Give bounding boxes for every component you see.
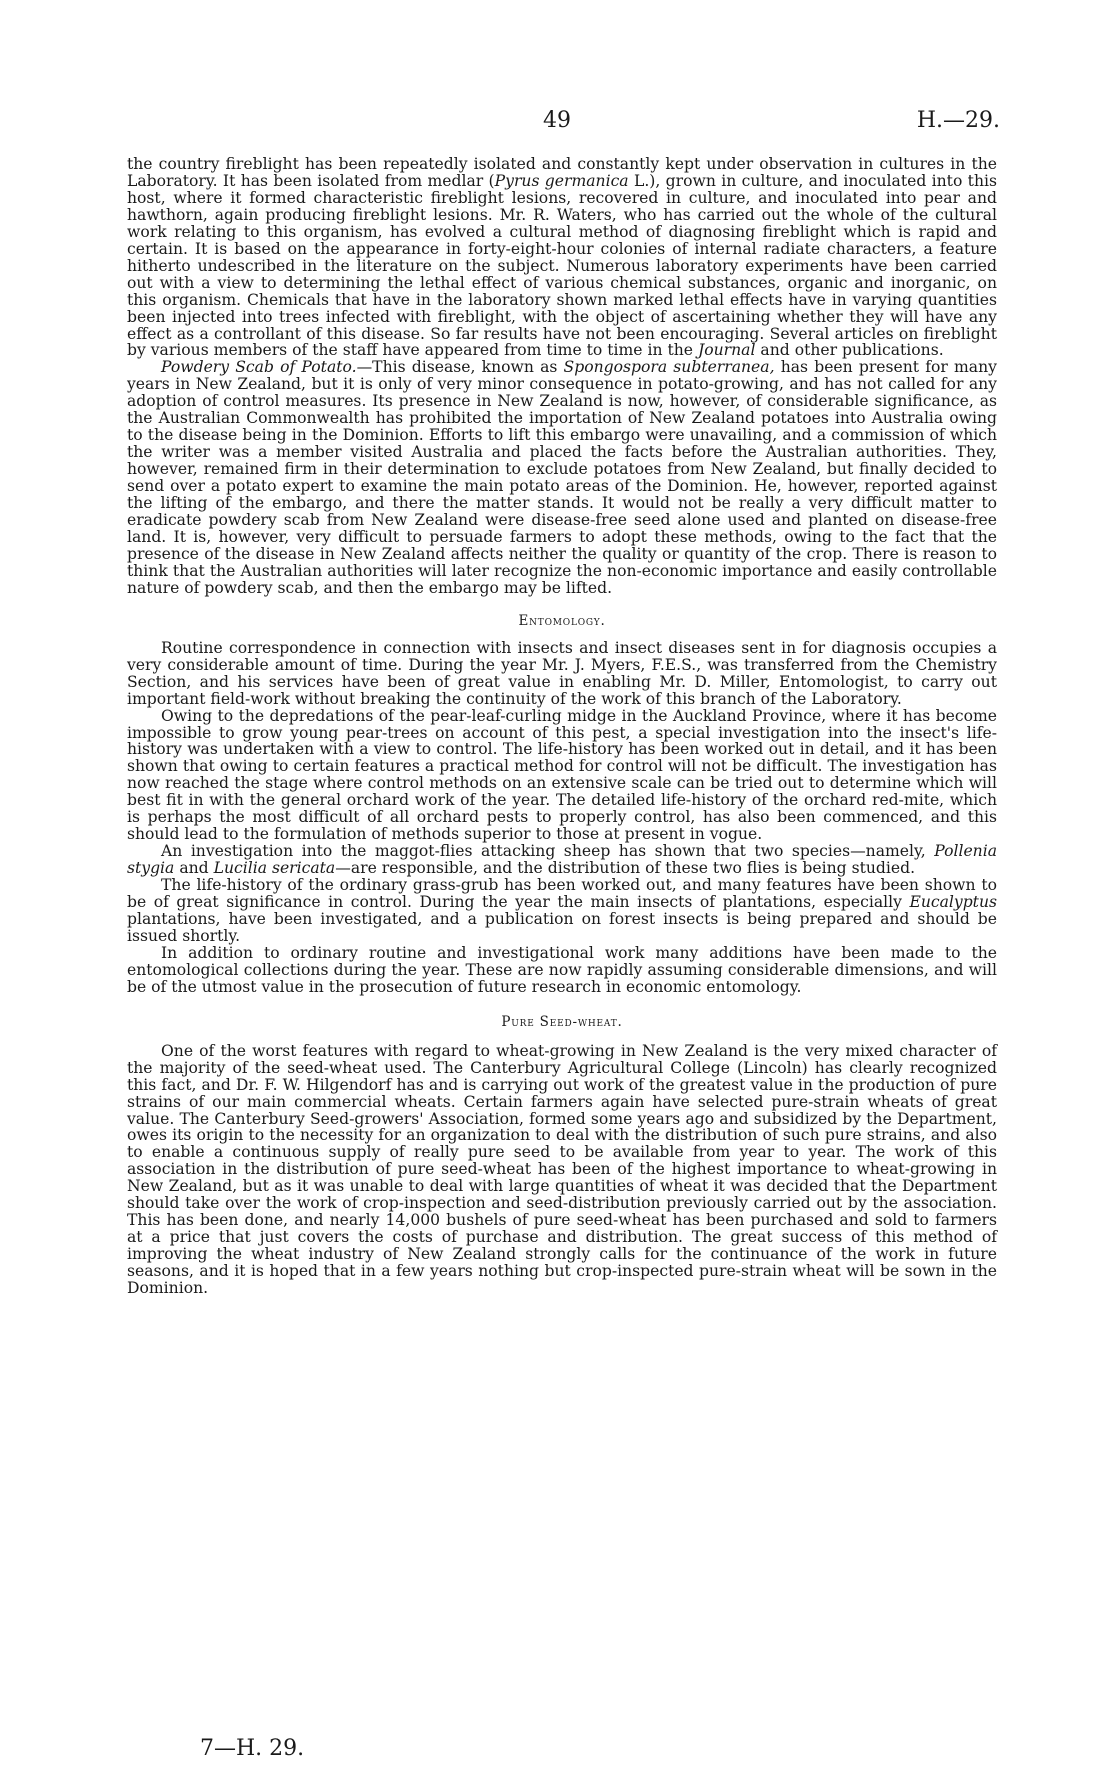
paragraph-entomology-4: The life-history of the ordinary grass-grub has been worked out, and many features have been shown to be of great significance in control. During the year the main insects of plantations, especially Eucalyptus plantations, have been investigated, and a publication on forest insects is being prepared and should be issued shortly. [127,876,997,945]
section-heading-seed-wheat: Pure Seed-wheat. [501,1013,623,1030]
paragraph-entomology-3: An investigation into the maggot-flies attacking sheep has shown that two species—namely, Pollenia stygia and Lucilia sericata—are responsible, and the distribution of these two flies is being studied. [127,842,997,878]
paragraph-seed-wheat: One of the worst features with regard to wheat-growing in New Zealand is the very mixed character of the majority of the seed-wheat used. The Canterbury Agricultural College (Lincoln) has clearly recognized this fact, and Dr. F. W. Hilgendorf has and is carrying out work of the greatest value in the production of pure strains of our main commercial wheats. Certain farmers again have selected pure-strain wheats of great value. The Canterbury Seed-growers' Association, formed some years ago and subsidized by the Department, owes its origin to the necessity for an organization to deal with the distribution of such pure strains, and also to enable a continuous supply of really pure seed to be available from year to year. The work of this association in the distribution of pure seed-wheat has been of the highest importance to wheat-growing in New Zealand, but as it was unable to deal with large quantities of wheat it was decided that the Department should take over the work of crop-inspection and seed-distribution previously carried out by the association. This has been done, and nearly 14,000 bushels of pure seed-wheat has been purchased and sold to farmers at a price that just covers the costs of purchase and distribution. The great success of this method of improving the wheat industry of New Zealand strongly calls for the continuance of the work in future seasons, and it is hoped that in a few years nothing but crop-inspected pure-strain wheat will be sown in the Dominion. [127,1041,997,1298]
page-number: 49 [543,108,571,133]
paragraph-entomology-2: Owing to the depredations of the pear-leaf-curling midge in the Auckland Province, where it has become impossible to grow young pear-trees on account of this pest, a special investigation into the insect's life-history was undertaken with a view to control. The life-history has been worked out in detail, and it has been shown that owing to certain features a practical method for control will not be difficult. The investigation has now reached the stage where control methods on an extensive scale can be tried out to determine which will best fit in with the general orchard work of the year. The detailed life-history of the orchard red-mite, which is perhaps the most difficult of all orchard pests to properly control, has also been commenced, and this should lead to the formulation of methods superior to those at present in vogue. [127,706,997,844]
document-body [127,156,997,1297]
paragraph-fireblight: the country fireblight has been repeatedly isolated and constantly kept under observation in cultures in the Laboratory. It has been isolated from medlar (Pyrus germanica L.), grown in culture, and inoculated into this host, where it formed characteristic fireblight lesions, recovered in culture, and inoculated into pear and hawthorn, again producing fireblight lesions. Mr. R. Waters, who has carried out the whole of the cultural work relating to this organism, has evolved a cultural method of diagnosing fireblight which is rapid and certain. It is based on the appearance in forty-eight-hour colonies of internal radiate characters, a feature hitherto undescribed in the literature on the subject. Numerous laboratory experiments have been carried out with a view to determining the lethal effect of various chemical substances, organic and inorganic, on this organism. Chemicals that have in the laboratory shown marked lethal effects have in varying quantities been injected into trees infected with fireblight, with the object of ascertaining whether they will have any effect as a controllant of this disease. So far results have not been encouraging. Several articles on fireblight by various members of the staff have appeared from time to time in the Journal and other publications. [127,155,997,360]
section-heading-entomology: Entomology. [518,612,606,629]
document-reference: H.—29. [916,108,1000,133]
paragraph-entomology-5: In addition to ordinary routine and investigational work many additions have been made to the entomological collections during the year. These are now rapidly assuming considerable dimensions, and will be of the utmost value in the prosecution of future research in economic entomology. [127,943,997,996]
signature-mark: 7—H. 29. [200,1736,305,1761]
paragraph-entomology-1: Routine correspondence in connection with insects and insect diseases sent in for diagnosis occupies a very considerable amount of time. During the year Mr. J. Myers, F.E.S., was transferred from the Chemistry Section, and his services have been of great value in enabling Mr. D. Miller, Entomologist, to carry out important field-work without breaking the continuity of the work of this branch of the Laboratory. [127,638,997,708]
paragraph-powdery-scab: Powdery Scab of Potato.—This disease, known as Spongospora subterranea, has been present for many years in New Zealand, but it is only of very minor consequence in potato-growing, and has not called for any adoption of control measures. Its presence in New Zealand is now, however, of considerable significance, as the Australian Commonwealth has prohibited the importation of New Zealand potatoes into Australia owing to the disease being in the Dominion. Efforts to lift this embargo were unavailing, and a commission of which the writer was a member visited Australia and placed the facts before the Australian authorities. They, however, remained firm in their determination to exclude potatoes from New Zealand, but finally decided to send over a potato expert to examine the main potato areas of the Dominion. He, however, reported against the lifting of the embargo, and there the matter stands. It would not be really a very difficult matter to eradicate powdery scab from New Zealand were disease-free seed alone used and planted on disease-free land. It is, however, very difficult to persuade farmers to adopt these methods, owing to the fact that the presence of the disease in New Zealand affects neither the quality or quantity of the crop. There is reason to think that the Australian authorities will later recognize the non-economic importance and easily controllable nature of powdery scab, and then the embargo may be lifted. [127,358,997,597]
